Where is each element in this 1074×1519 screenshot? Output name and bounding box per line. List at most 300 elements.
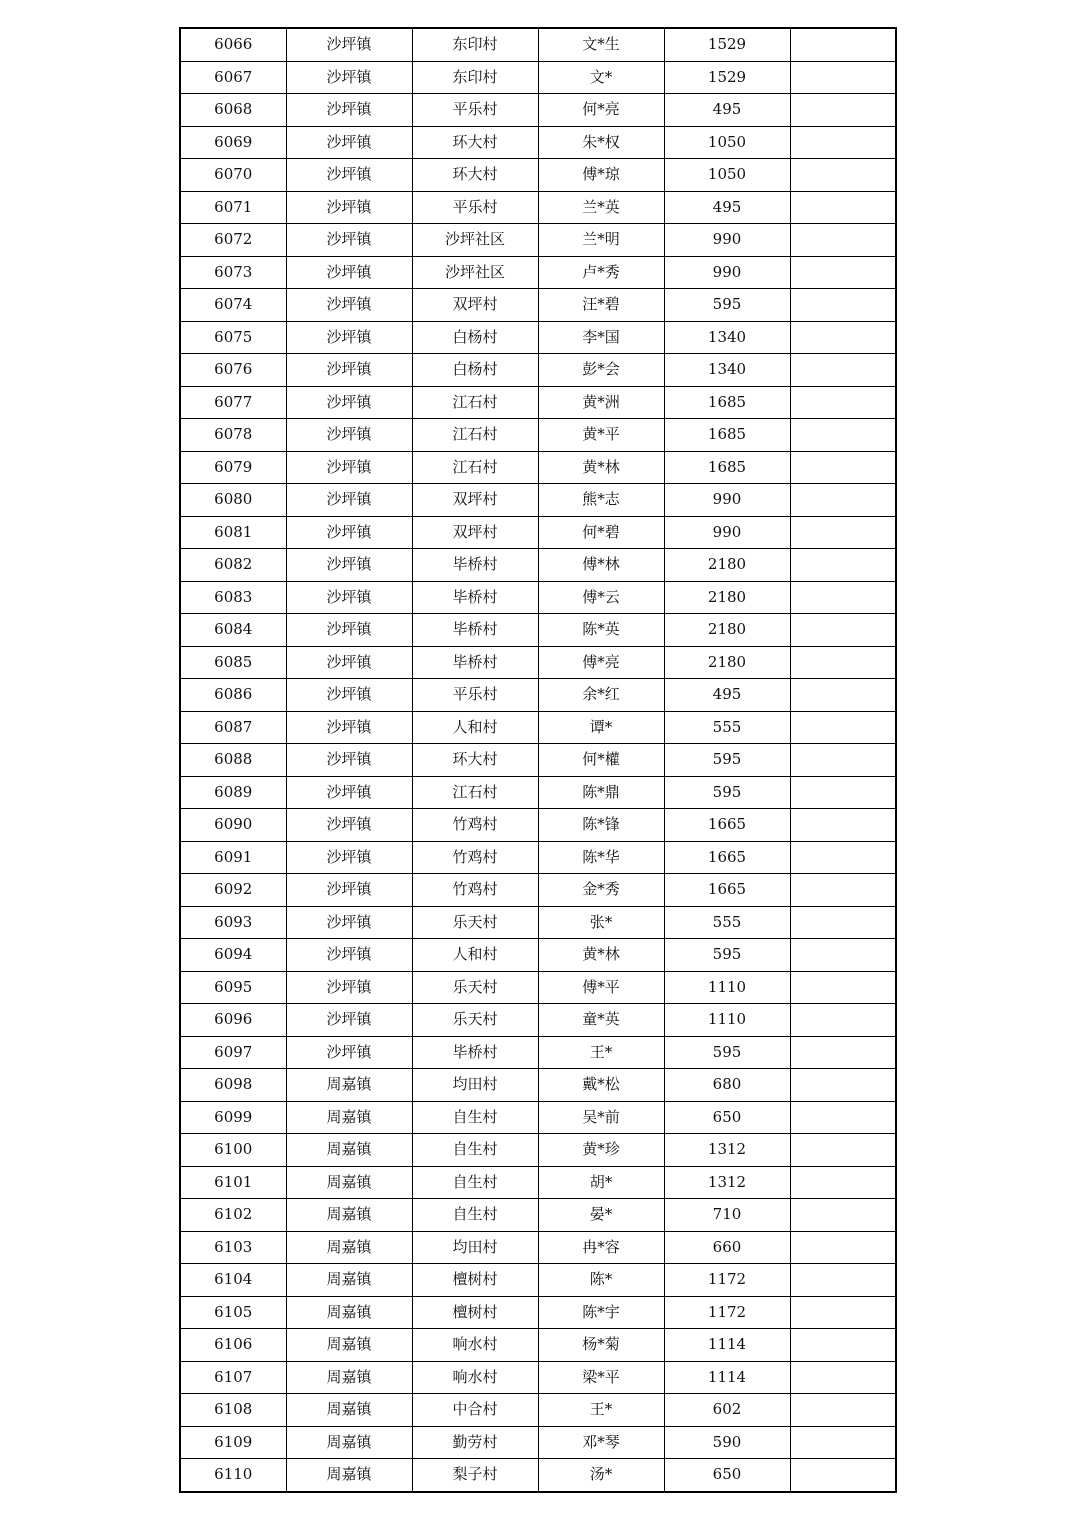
- village-cell: 江石村: [412, 386, 538, 419]
- village-cell: 环大村: [412, 126, 538, 159]
- town-cell: 沙坪镇: [286, 646, 412, 679]
- name-cell: 何*權: [538, 744, 664, 777]
- town-cell: 沙坪镇: [286, 874, 412, 907]
- village-cell: 环大村: [412, 744, 538, 777]
- amount-cell: 1685: [664, 419, 790, 452]
- village-cell: 中合村: [412, 1394, 538, 1427]
- table-row: [180, 809, 896, 842]
- town-cell: 沙坪镇: [286, 1004, 412, 1037]
- amount-cell: 1685: [664, 386, 790, 419]
- name-cell: 黄*珍: [538, 1134, 664, 1167]
- town-cell: 沙坪镇: [286, 354, 412, 387]
- town-cell: 周嘉镇: [286, 1296, 412, 1329]
- village-cell: 乐天村: [412, 906, 538, 939]
- town-cell: 周嘉镇: [286, 1199, 412, 1232]
- amount-cell: 2180: [664, 549, 790, 582]
- name-cell: 文*: [538, 61, 664, 94]
- note-cell: [790, 646, 896, 679]
- row-number-cell: 6067: [180, 61, 286, 94]
- row-number-cell: 6099: [180, 1101, 286, 1134]
- name-cell: 彭*会: [538, 354, 664, 387]
- amount-cell: 1665: [664, 809, 790, 842]
- note-cell: [790, 354, 896, 387]
- name-cell: 陈*锋: [538, 809, 664, 842]
- village-cell: 毕桥村: [412, 1036, 538, 1069]
- town-cell: 沙坪镇: [286, 159, 412, 192]
- amount-cell: 595: [664, 744, 790, 777]
- town-cell: 沙坪镇: [286, 971, 412, 1004]
- note-cell: [790, 1199, 896, 1232]
- name-cell: 李*国: [538, 321, 664, 354]
- name-cell: 谭*: [538, 711, 664, 744]
- row-number-cell: 6080: [180, 484, 286, 517]
- note-cell: [790, 1459, 896, 1492]
- village-cell: 响水村: [412, 1361, 538, 1394]
- table-row: [180, 354, 896, 387]
- note-cell: [790, 1036, 896, 1069]
- town-cell: 沙坪镇: [286, 906, 412, 939]
- town-cell: 周嘉镇: [286, 1134, 412, 1167]
- note-cell: [790, 1296, 896, 1329]
- table-row: [180, 646, 896, 679]
- table-row: [180, 484, 896, 517]
- town-cell: 沙坪镇: [286, 61, 412, 94]
- note-cell: [790, 1069, 896, 1102]
- row-number-cell: 6068: [180, 94, 286, 127]
- table-row: [180, 321, 896, 354]
- name-cell: 傅*琼: [538, 159, 664, 192]
- town-cell: 沙坪镇: [286, 1036, 412, 1069]
- table-row: [180, 289, 896, 322]
- village-cell: 梨子村: [412, 1459, 538, 1492]
- amount-cell: 1312: [664, 1166, 790, 1199]
- name-cell: 晏*: [538, 1199, 664, 1232]
- town-cell: 沙坪镇: [286, 679, 412, 712]
- name-cell: 胡*: [538, 1166, 664, 1199]
- name-cell: 兰*明: [538, 224, 664, 257]
- name-cell: 黄*平: [538, 419, 664, 452]
- note-cell: [790, 841, 896, 874]
- row-number-cell: 6085: [180, 646, 286, 679]
- row-number-cell: 6071: [180, 191, 286, 224]
- name-cell: 王*: [538, 1394, 664, 1427]
- name-cell: 杨*菊: [538, 1329, 664, 1362]
- village-cell: 自生村: [412, 1166, 538, 1199]
- amount-cell: 1665: [664, 841, 790, 874]
- amount-cell: 1312: [664, 1134, 790, 1167]
- name-cell: 陈*英: [538, 614, 664, 647]
- table-row: [180, 1361, 896, 1394]
- table-row: [180, 581, 896, 614]
- village-cell: 人和村: [412, 711, 538, 744]
- table-row: [180, 516, 896, 549]
- amount-cell: 495: [664, 679, 790, 712]
- amount-cell: 1050: [664, 159, 790, 192]
- row-number-cell: 6101: [180, 1166, 286, 1199]
- row-number-cell: 6069: [180, 126, 286, 159]
- village-cell: 东印村: [412, 61, 538, 94]
- note-cell: [790, 386, 896, 419]
- amount-cell: 2180: [664, 646, 790, 679]
- amount-cell: 680: [664, 1069, 790, 1102]
- name-cell: 王*: [538, 1036, 664, 1069]
- amount-cell: 990: [664, 224, 790, 257]
- table-row: [180, 906, 896, 939]
- town-cell: 沙坪镇: [286, 256, 412, 289]
- table-row: [180, 939, 896, 972]
- town-cell: 沙坪镇: [286, 28, 412, 61]
- note-cell: [790, 1361, 896, 1394]
- note-cell: [790, 581, 896, 614]
- row-number-cell: 6090: [180, 809, 286, 842]
- village-cell: 双坪村: [412, 484, 538, 517]
- note-cell: [790, 874, 896, 907]
- note-cell: [790, 1231, 896, 1264]
- table-row: [180, 386, 896, 419]
- village-cell: 自生村: [412, 1199, 538, 1232]
- row-number-cell: 6086: [180, 679, 286, 712]
- table-row: [180, 1264, 896, 1297]
- village-cell: 毕桥村: [412, 549, 538, 582]
- table-row: [180, 1199, 896, 1232]
- name-cell: 陈*宇: [538, 1296, 664, 1329]
- note-cell: [790, 159, 896, 192]
- note-cell: [790, 1134, 896, 1167]
- note-cell: [790, 809, 896, 842]
- name-cell: 陈*鼎: [538, 776, 664, 809]
- table-row: [180, 224, 896, 257]
- row-number-cell: 6107: [180, 1361, 286, 1394]
- village-cell: 乐天村: [412, 971, 538, 1004]
- row-number-cell: 6108: [180, 1394, 286, 1427]
- note-cell: [790, 126, 896, 159]
- note-cell: [790, 28, 896, 61]
- village-cell: 双坪村: [412, 289, 538, 322]
- name-cell: 黄*林: [538, 451, 664, 484]
- note-cell: [790, 61, 896, 94]
- amount-cell: 660: [664, 1231, 790, 1264]
- note-cell: [790, 191, 896, 224]
- row-number-cell: 6077: [180, 386, 286, 419]
- row-number-cell: 6076: [180, 354, 286, 387]
- table-row: [180, 61, 896, 94]
- note-cell: [790, 1394, 896, 1427]
- amount-cell: 650: [664, 1459, 790, 1492]
- name-cell: 余*红: [538, 679, 664, 712]
- town-cell: 沙坪镇: [286, 289, 412, 322]
- town-cell: 沙坪镇: [286, 549, 412, 582]
- table-row: [180, 549, 896, 582]
- table-row: [180, 28, 896, 61]
- name-cell: 吴*前: [538, 1101, 664, 1134]
- row-number-cell: 6087: [180, 711, 286, 744]
- note-cell: [790, 939, 896, 972]
- table-row: [180, 1296, 896, 1329]
- note-cell: [790, 1101, 896, 1134]
- amount-cell: 1110: [664, 1004, 790, 1037]
- row-number-cell: 6081: [180, 516, 286, 549]
- amount-cell: 495: [664, 191, 790, 224]
- note-cell: [790, 1004, 896, 1037]
- town-cell: 沙坪镇: [286, 321, 412, 354]
- village-cell: 江石村: [412, 776, 538, 809]
- row-number-cell: 6103: [180, 1231, 286, 1264]
- note-cell: [790, 224, 896, 257]
- table-row: [180, 94, 896, 127]
- row-number-cell: 6070: [180, 159, 286, 192]
- town-cell: 沙坪镇: [286, 614, 412, 647]
- amount-cell: 555: [664, 906, 790, 939]
- village-cell: 均田村: [412, 1069, 538, 1102]
- note-cell: [790, 484, 896, 517]
- amount-cell: 495: [664, 94, 790, 127]
- row-number-cell: 6072: [180, 224, 286, 257]
- town-cell: 沙坪镇: [286, 841, 412, 874]
- note-cell: [790, 614, 896, 647]
- village-cell: 均田村: [412, 1231, 538, 1264]
- row-number-cell: 6075: [180, 321, 286, 354]
- town-cell: 沙坪镇: [286, 419, 412, 452]
- village-cell: 平乐村: [412, 94, 538, 127]
- village-cell: 自生村: [412, 1134, 538, 1167]
- row-number-cell: 6098: [180, 1069, 286, 1102]
- town-cell: 周嘉镇: [286, 1361, 412, 1394]
- table-row: [180, 614, 896, 647]
- table-row: [180, 1101, 896, 1134]
- row-number-cell: 6079: [180, 451, 286, 484]
- name-cell: 陈*华: [538, 841, 664, 874]
- amount-cell: 602: [664, 1394, 790, 1427]
- amount-cell: 1529: [664, 28, 790, 61]
- note-cell: [790, 744, 896, 777]
- amount-cell: 1114: [664, 1329, 790, 1362]
- name-cell: 傅*平: [538, 971, 664, 1004]
- table-row: [180, 1134, 896, 1167]
- village-cell: 沙坪社区: [412, 224, 538, 257]
- amount-cell: 1110: [664, 971, 790, 1004]
- row-number-cell: 6100: [180, 1134, 286, 1167]
- village-cell: 沙坪社区: [412, 256, 538, 289]
- amount-cell: 1172: [664, 1296, 790, 1329]
- table-body: [180, 28, 896, 1492]
- table-row: [180, 256, 896, 289]
- table-row: [180, 1459, 896, 1492]
- name-cell: 童*英: [538, 1004, 664, 1037]
- town-cell: 周嘉镇: [286, 1101, 412, 1134]
- town-cell: 沙坪镇: [286, 484, 412, 517]
- town-cell: 周嘉镇: [286, 1264, 412, 1297]
- name-cell: 朱*权: [538, 126, 664, 159]
- row-number-cell: 6105: [180, 1296, 286, 1329]
- village-cell: 东印村: [412, 28, 538, 61]
- name-cell: 文*生: [538, 28, 664, 61]
- table-row: [180, 419, 896, 452]
- row-number-cell: 6097: [180, 1036, 286, 1069]
- row-number-cell: 6078: [180, 419, 286, 452]
- amount-cell: 590: [664, 1426, 790, 1459]
- name-cell: 何*亮: [538, 94, 664, 127]
- town-cell: 沙坪镇: [286, 776, 412, 809]
- village-cell: 竹鸡村: [412, 874, 538, 907]
- name-cell: 卢*秀: [538, 256, 664, 289]
- table-row: [180, 451, 896, 484]
- note-cell: [790, 549, 896, 582]
- note-cell: [790, 711, 896, 744]
- town-cell: 沙坪镇: [286, 94, 412, 127]
- row-number-cell: 6110: [180, 1459, 286, 1492]
- amount-cell: 595: [664, 776, 790, 809]
- row-number-cell: 6096: [180, 1004, 286, 1037]
- amount-cell: 1340: [664, 354, 790, 387]
- row-number-cell: 6104: [180, 1264, 286, 1297]
- amount-cell: 595: [664, 939, 790, 972]
- table-row: [180, 1329, 896, 1362]
- amount-cell: 595: [664, 1036, 790, 1069]
- village-cell: 人和村: [412, 939, 538, 972]
- amount-cell: 2180: [664, 614, 790, 647]
- amount-cell: 1050: [664, 126, 790, 159]
- amount-cell: 990: [664, 516, 790, 549]
- note-cell: [790, 679, 896, 712]
- town-cell: 周嘉镇: [286, 1069, 412, 1102]
- amount-cell: 1685: [664, 451, 790, 484]
- table-row: [180, 159, 896, 192]
- town-cell: 周嘉镇: [286, 1329, 412, 1362]
- table-row: [180, 126, 896, 159]
- name-cell: 汪*碧: [538, 289, 664, 322]
- row-number-cell: 6102: [180, 1199, 286, 1232]
- village-cell: 勤劳村: [412, 1426, 538, 1459]
- table-row: [180, 1036, 896, 1069]
- note-cell: [790, 906, 896, 939]
- row-number-cell: 6106: [180, 1329, 286, 1362]
- table-row: [180, 1069, 896, 1102]
- name-cell: 冉*容: [538, 1231, 664, 1264]
- amount-cell: 1340: [664, 321, 790, 354]
- name-cell: 熊*志: [538, 484, 664, 517]
- table-row: [180, 1426, 896, 1459]
- town-cell: 周嘉镇: [286, 1394, 412, 1427]
- village-cell: 江石村: [412, 419, 538, 452]
- name-cell: 梁*平: [538, 1361, 664, 1394]
- town-cell: 沙坪镇: [286, 744, 412, 777]
- town-cell: 沙坪镇: [286, 939, 412, 972]
- name-cell: 黄*林: [538, 939, 664, 972]
- name-cell: 傅*亮: [538, 646, 664, 679]
- town-cell: 沙坪镇: [286, 581, 412, 614]
- row-number-cell: 6082: [180, 549, 286, 582]
- table-row: [180, 679, 896, 712]
- amount-cell: 1529: [664, 61, 790, 94]
- table-row: [180, 1166, 896, 1199]
- name-cell: 傅*林: [538, 549, 664, 582]
- town-cell: 沙坪镇: [286, 711, 412, 744]
- table-row: [180, 874, 896, 907]
- village-cell: 乐天村: [412, 1004, 538, 1037]
- amount-cell: 650: [664, 1101, 790, 1134]
- amount-cell: 555: [664, 711, 790, 744]
- name-cell: 黄*洲: [538, 386, 664, 419]
- table-row: [180, 1394, 896, 1427]
- table-row: [180, 841, 896, 874]
- name-cell: 汤*: [538, 1459, 664, 1492]
- table-row: [180, 971, 896, 1004]
- row-number-cell: 6094: [180, 939, 286, 972]
- row-number-cell: 6066: [180, 28, 286, 61]
- name-cell: 傅*云: [538, 581, 664, 614]
- row-number-cell: 6074: [180, 289, 286, 322]
- village-cell: 毕桥村: [412, 581, 538, 614]
- row-number-cell: 6092: [180, 874, 286, 907]
- village-cell: 江石村: [412, 451, 538, 484]
- note-cell: [790, 516, 896, 549]
- table-row: [180, 744, 896, 777]
- amount-cell: 990: [664, 256, 790, 289]
- village-cell: 毕桥村: [412, 614, 538, 647]
- row-number-cell: 6083: [180, 581, 286, 614]
- town-cell: 沙坪镇: [286, 126, 412, 159]
- row-number-cell: 6089: [180, 776, 286, 809]
- town-cell: 沙坪镇: [286, 386, 412, 419]
- row-number-cell: 6093: [180, 906, 286, 939]
- table-row: [180, 1231, 896, 1264]
- amount-cell: 595: [664, 289, 790, 322]
- name-cell: 张*: [538, 906, 664, 939]
- name-cell: 何*碧: [538, 516, 664, 549]
- row-number-cell: 6073: [180, 256, 286, 289]
- village-cell: 白杨村: [412, 321, 538, 354]
- name-cell: 金*秀: [538, 874, 664, 907]
- village-cell: 毕桥村: [412, 646, 538, 679]
- town-cell: 沙坪镇: [286, 224, 412, 257]
- row-number-cell: 6084: [180, 614, 286, 647]
- note-cell: [790, 289, 896, 322]
- village-cell: 环大村: [412, 159, 538, 192]
- name-cell: 邓*琴: [538, 1426, 664, 1459]
- town-cell: 周嘉镇: [286, 1231, 412, 1264]
- amount-cell: 1665: [664, 874, 790, 907]
- amount-cell: 2180: [664, 581, 790, 614]
- town-cell: 周嘉镇: [286, 1459, 412, 1492]
- note-cell: [790, 1264, 896, 1297]
- table-row: [180, 1004, 896, 1037]
- village-cell: 自生村: [412, 1101, 538, 1134]
- note-cell: [790, 1166, 896, 1199]
- note-cell: [790, 1426, 896, 1459]
- town-cell: 沙坪镇: [286, 191, 412, 224]
- village-cell: 檀树村: [412, 1264, 538, 1297]
- town-cell: 沙坪镇: [286, 516, 412, 549]
- note-cell: [790, 971, 896, 1004]
- note-cell: [790, 321, 896, 354]
- village-cell: 平乐村: [412, 191, 538, 224]
- town-cell: 周嘉镇: [286, 1426, 412, 1459]
- subsidy-table: [179, 27, 897, 1493]
- amount-cell: 990: [664, 484, 790, 517]
- village-cell: 平乐村: [412, 679, 538, 712]
- village-cell: 檀树村: [412, 1296, 538, 1329]
- village-cell: 白杨村: [412, 354, 538, 387]
- town-cell: 周嘉镇: [286, 1166, 412, 1199]
- table-row: [180, 711, 896, 744]
- row-number-cell: 6109: [180, 1426, 286, 1459]
- note-cell: [790, 256, 896, 289]
- town-cell: 沙坪镇: [286, 451, 412, 484]
- name-cell: 兰*英: [538, 191, 664, 224]
- village-cell: 双坪村: [412, 516, 538, 549]
- amount-cell: 710: [664, 1199, 790, 1232]
- note-cell: [790, 776, 896, 809]
